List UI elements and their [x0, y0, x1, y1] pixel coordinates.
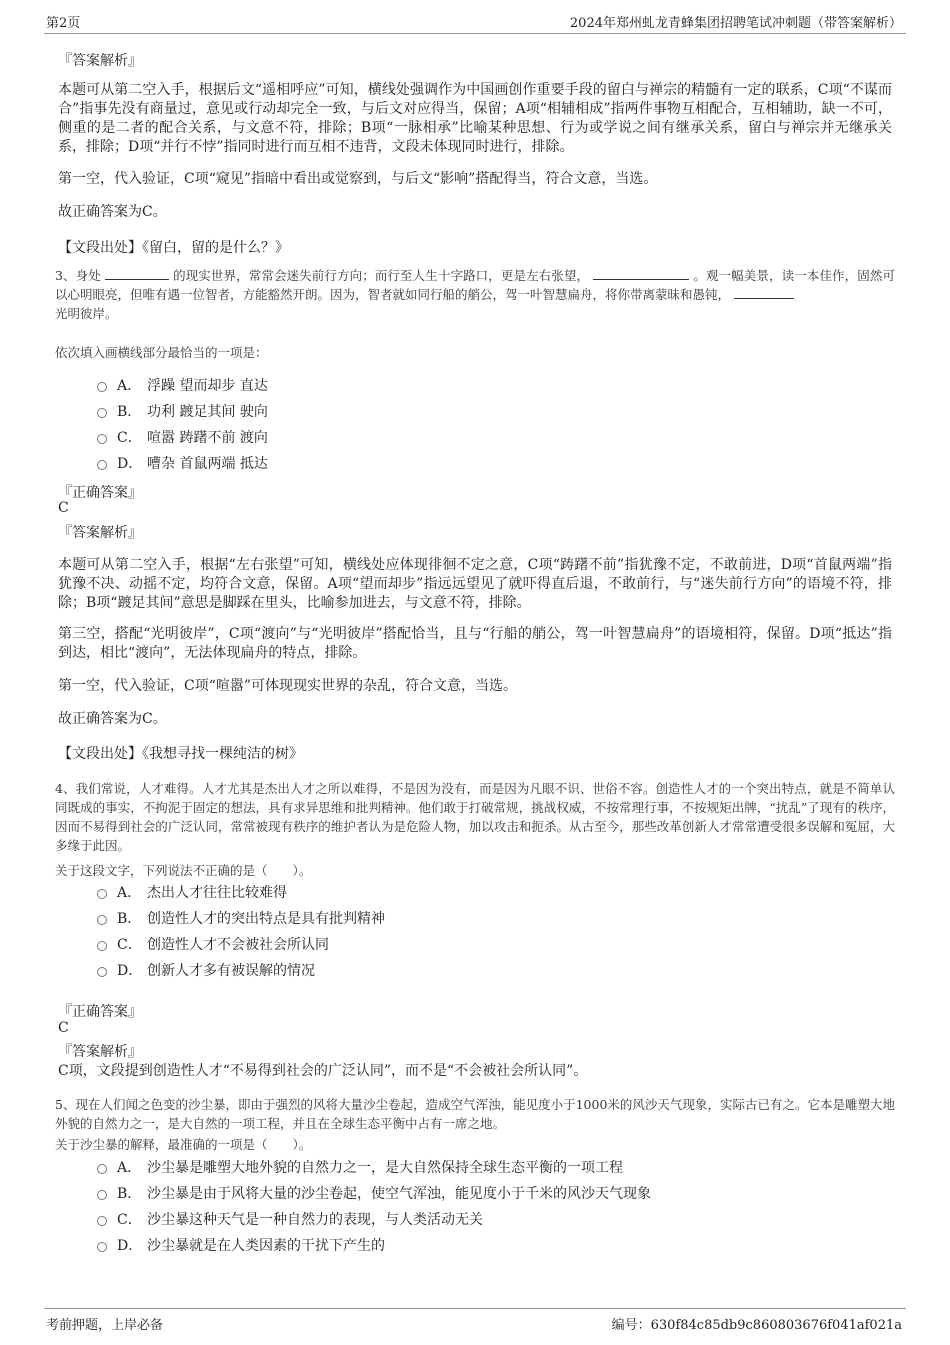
q5-ask: 关于沙尘暴的解释，最准确的一项是（ ）。	[55, 1137, 312, 1152]
footer-divider	[44, 1308, 906, 1309]
radio-icon[interactable]	[97, 460, 107, 470]
radio-icon[interactable]	[97, 382, 107, 392]
q3-source: 【文段出处】《我想寻找一棵纯洁的树》	[58, 746, 303, 762]
q3-stem-part4: 光明彼岸。	[55, 306, 118, 321]
radio-icon[interactable]	[97, 941, 107, 951]
q4-option-c[interactable]: C． 创造性人才不会被社会所认同	[97, 934, 329, 954]
q3-option-d[interactable]: D． 嘈杂 首鼠两端 抵达	[97, 453, 268, 473]
q5-option-d[interactable]: D． 沙尘暴就是在人类因素的干扰下产生的	[97, 1235, 385, 1255]
radio-icon[interactable]	[97, 1216, 107, 1226]
q3-stem	[55, 266, 895, 323]
page-number: 第2页	[46, 16, 81, 31]
radio-icon[interactable]	[97, 1242, 107, 1252]
radio-icon[interactable]	[97, 915, 107, 925]
q4-stem: 4、我们常说，人才难得。人才尤其是杰出人才之所以难得，不是因为没有，而是因为凡眼不识、世俗不容。创造性人才的一个突出特点，就是不简单认同既成的事实，不拘泥于固定的想法，具有求异思维和批判精神。他们敢于打破常规，挑战权威，不按常理行事，不按规矩出牌，“扰乱”了现有的秩序，因而不易得到社会的广泛认同，常常被现有秩序的维护者认为是危险人物，加以攻击和扼杀。从古至今，那些改革创新人才常常遭受很多误解和冤屈，大多缘于此因。	[55, 781, 895, 853]
q4-option-a[interactable]: A． 杰出人才往往比较难得	[97, 882, 287, 902]
q3-stem-part2: 的现实世界，常常会迷失前行方向；而行至人生十字路口，更是左右张望，	[173, 268, 590, 283]
q4-answer: C	[58, 1020, 69, 1036]
q3-analysis-p4: 故正确答案为C。	[58, 711, 167, 727]
q2-analysis-label: 『答案解析』	[58, 53, 142, 69]
q3-answer-label: 『正确答案』	[58, 485, 142, 501]
q2-analysis-p2: 第一空，代入验证，C项“窥见”指暗中看出或觉察到，与后文“影响”搭配得当，符合文意，当选。	[58, 171, 658, 187]
radio-icon[interactable]	[97, 1190, 107, 1200]
q5-option-c[interactable]: C． 沙尘暴这种天气是一种自然力的表现，与人类活动无关	[97, 1209, 483, 1229]
q4-answer-label: 『正确答案』	[58, 1004, 142, 1020]
q4-ask: 关于这段文字，下列说法不正确的是（ ）。	[55, 863, 312, 878]
q3-option-a[interactable]: A． 浮躁 望而却步 直达	[97, 375, 268, 395]
document-title: 2024年郑州虬龙青蜂集团招聘笔试冲刺题（带答案解析）	[569, 16, 902, 31]
q3-blank-2	[593, 267, 689, 280]
q3-ask: 依次填入画横线部分最恰当的一项是：	[55, 345, 268, 360]
q3-option-c[interactable]: C． 喧嚣 踌躇不前 渡向	[97, 427, 268, 447]
radio-icon[interactable]	[97, 889, 107, 899]
radio-icon[interactable]	[97, 408, 107, 418]
q3-analysis-label: 『答案解析』	[58, 525, 142, 541]
q3-blank-1	[105, 267, 169, 280]
q3-stem-part1: 3、身处	[55, 268, 101, 283]
radio-icon[interactable]	[97, 1164, 107, 1174]
header-divider	[44, 33, 906, 34]
q3-stem-part3: 。观一幅美景，读一本佳作，固然可以心明眼亮，但唯有遇一位智者，方能豁然开朗。因为，智者就如同行船的艄公，驾一叶智慧扁舟，将你带离蒙昧和愚钝，	[55, 268, 895, 302]
q4-option-b[interactable]: B． 创造性人才的突出特点是具有批判精神	[97, 908, 385, 928]
q5-option-a[interactable]: A． 沙尘暴是雕塑大地外貌的自然力之一，是大自然保持全球生态平衡的一项工程	[97, 1157, 623, 1177]
footer-slogan: 考前押题，上岸必备	[46, 1318, 164, 1333]
q3-analysis-p2: 第三空，搭配“光明彼岸”，C项“渡向”与“光明彼岸”搭配恰当，且与“行船的艄公，驾一叶智慧扁舟”的语境相符，保留。D项“抵达”指到达，相比“渡向”，无法体现扁舟的特点，排除。	[58, 626, 892, 661]
q2-source: 【文段出处】《留白，留的是什么？》	[58, 240, 289, 256]
q3-analysis-p3: 第一空，代入验证，C项“喧嚣”可体现现实世界的杂乱，符合文意，当选。	[58, 678, 518, 694]
q4-analysis: C项，文段提到创造性人才“不易得到社会的广泛认同”，而不是“不会被社会所认同”。	[58, 1063, 588, 1079]
q3-answer: C	[58, 500, 69, 516]
q4-analysis-label: 『答案解析』	[58, 1044, 142, 1060]
q2-analysis-p1: 本题可从第二空入手，根据后文“遥相呼应”可知，横线处强调作为中国画创作重要手段的留白与禅宗的精髓有一定的联系，C项“不谋而合”指事先没有商量过，意见或行动却完全一致，与后文对应得当，保留；A项“相辅相成”指两件事物互相配合，互相辅助，缺一不可，侧重的是二者的配合关系，与文意不符，排除；B项“一脉相承”比喻某种思想、行为或学说之间有继承关系，留白与禅宗并无继承关系，排除；D项“并行不悖”指同时进行而互相不违背，文段未体现同时进行，排除。	[58, 82, 892, 155]
q2-analysis-p3: 故正确答案为C。	[58, 204, 167, 220]
q4-option-d[interactable]: D． 创新人才多有被误解的情况	[97, 960, 315, 980]
q3-option-b[interactable]: B． 功利 踱足其间 驶向	[97, 401, 268, 421]
q5-stem: 5、现在人们闻之色变的沙尘暴，即由于强烈的风将大量沙尘卷起，造成空气浑浊，能见度小于1000米的风沙天气现象，实际古已有之。它本是雕塑大地外貌的自然力之一，是大自然的一项工程，并且在全球生态平衡中占有一席之地。	[55, 1097, 895, 1131]
radio-icon[interactable]	[97, 434, 107, 444]
radio-icon[interactable]	[97, 967, 107, 977]
q3-blank-3	[734, 286, 794, 299]
document-id: 编号：630f84c85db9c860803676f041af021a	[611, 1318, 902, 1333]
q3-analysis-p1: 本题可从第二空入手，根据“左右张望”可知，横线处应体现徘徊不定之意，C项“踌躇不前”指犹豫不定，不敢前进，D项“首鼠两端”指犹豫不决、动摇不定，均符合文意，保留。A项“望而却步”指远远望见了就吓得直后退，不敢前行，与“迷失前行方向”的语境不符，排除；B项“踱足其间”意思是脚踩在里头，比喻参加进去，与文意不符，排除。	[58, 557, 892, 611]
q5-option-b[interactable]: B． 沙尘暴是由于风将大量的沙尘卷起，使空气浑浊，能见度小于千米的风沙天气现象	[97, 1183, 651, 1203]
